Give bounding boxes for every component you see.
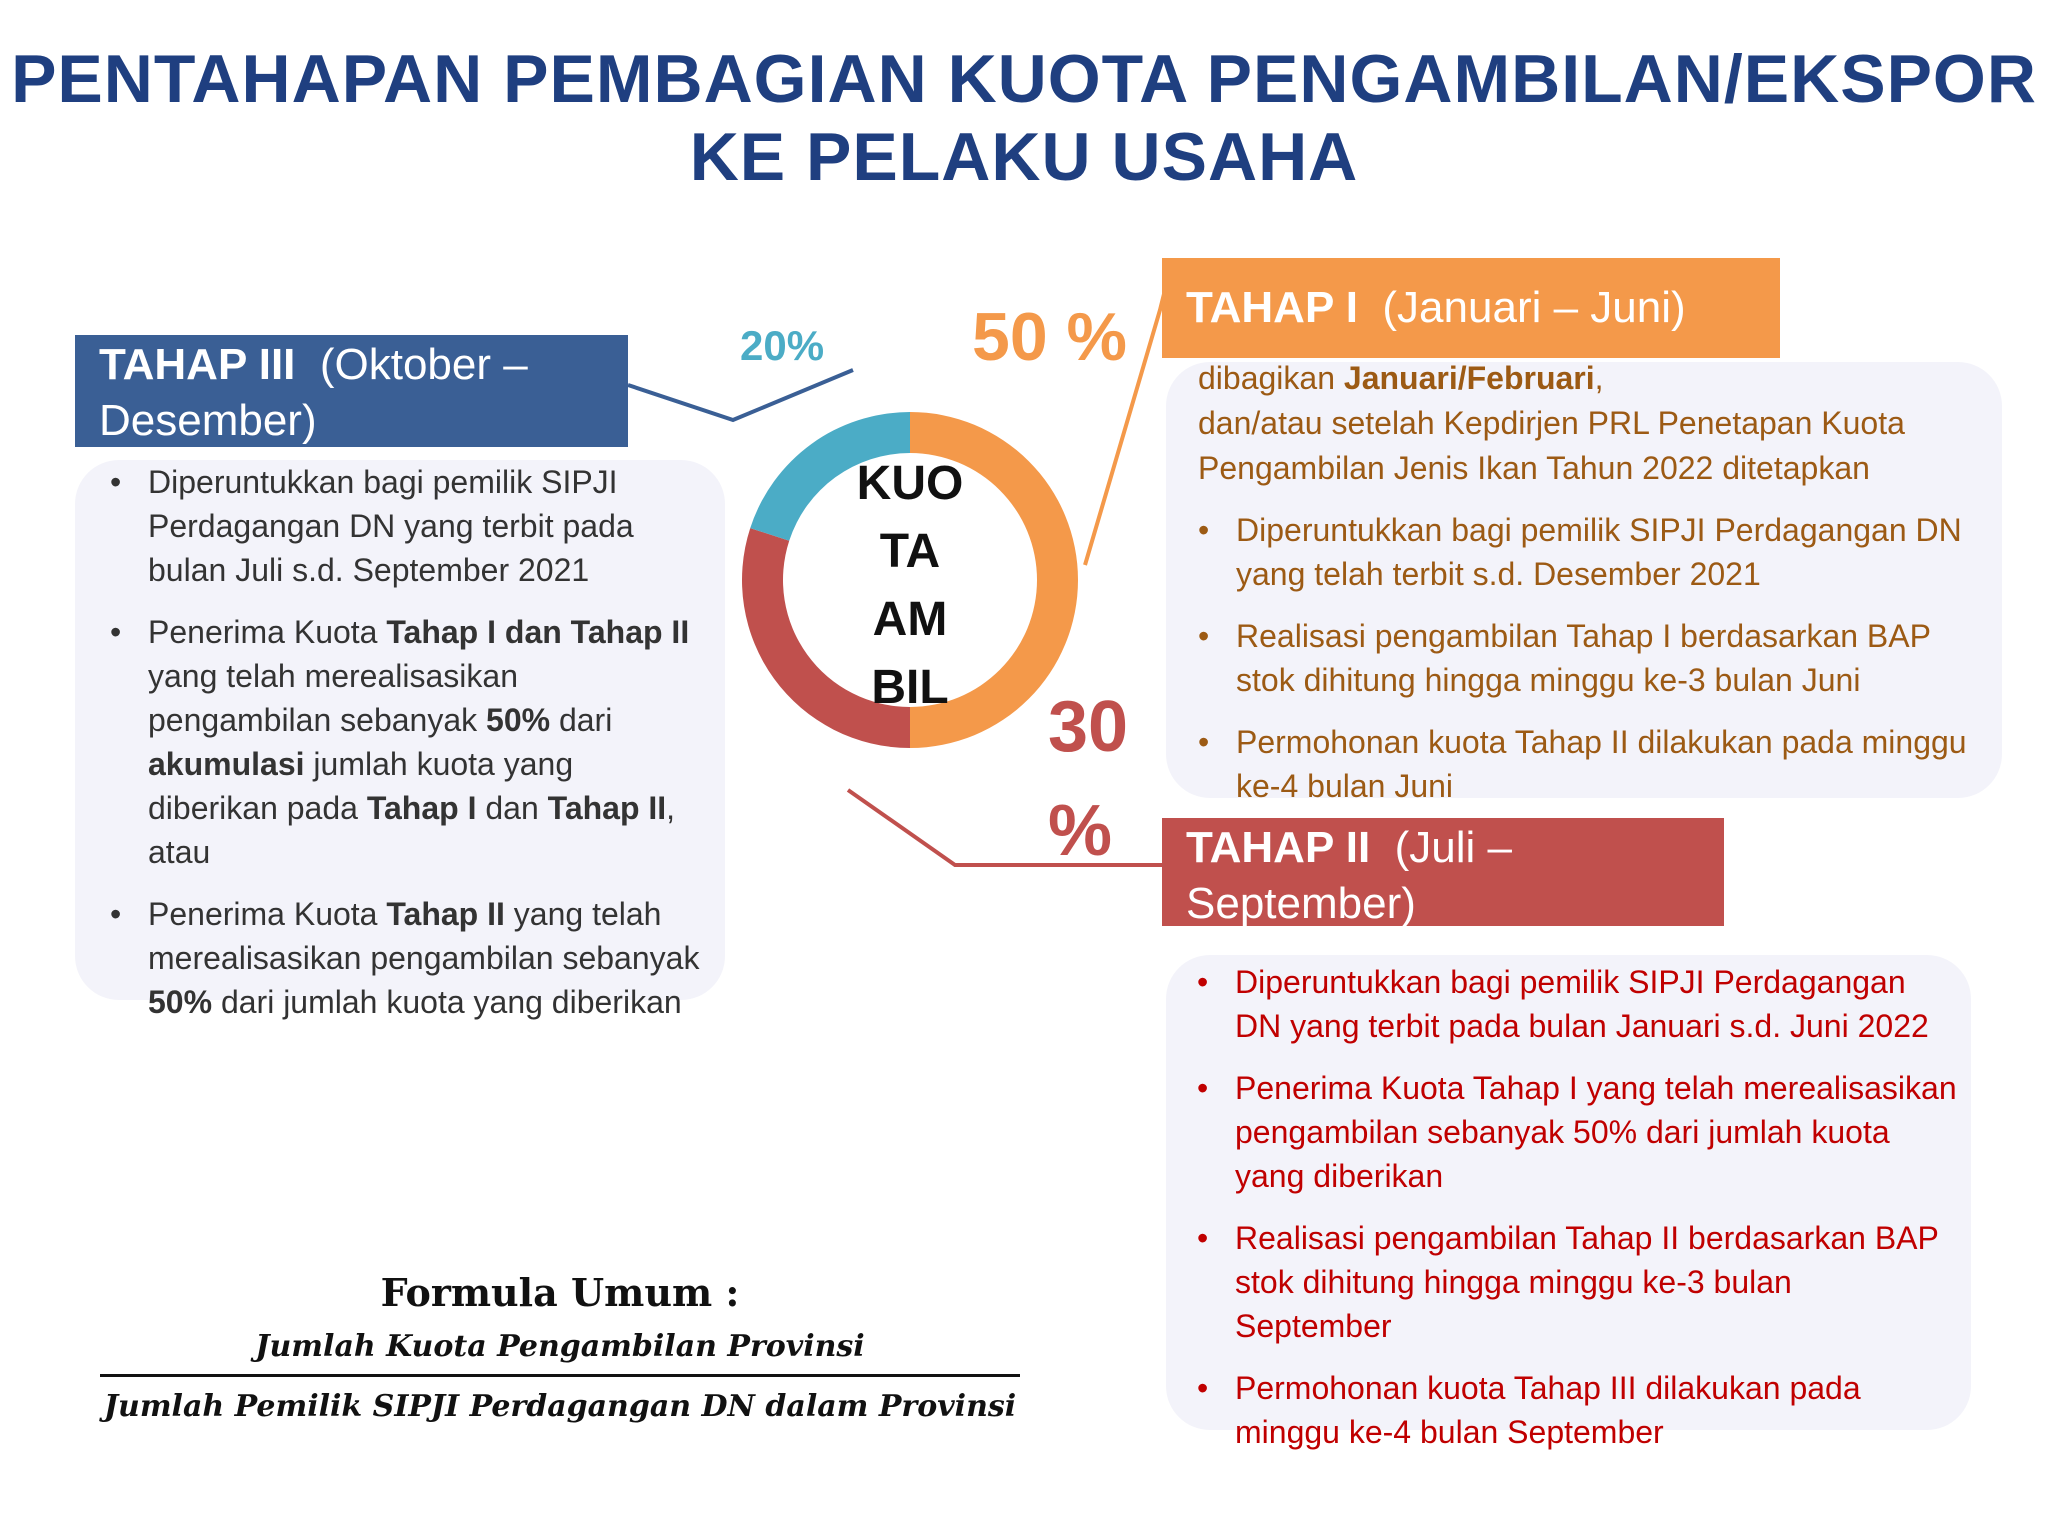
tahap3-b2-b4: Tahap I [366, 790, 477, 826]
tahap2-name: TAHAP II [1186, 823, 1371, 872]
list-item: • Permohonan kuota Tahap III dilakukan pada minggu ke-4 bulan September [1197, 1366, 1957, 1454]
formula-title: Formula Umum : [380, 1270, 740, 1315]
tahap1-intro-pre: dibagikan [1198, 360, 1344, 396]
list-item: • Permohonan kuota Tahap II dilakukan pada minggu ke-4 bulan Juni [1198, 720, 1988, 808]
tahap1-name: TAHAP I [1186, 283, 1358, 332]
formula-numerator: Jumlah Kuota Pengambilan Provinsi [100, 1329, 1020, 1377]
tahap1-intro-bold: Januari/Februari [1343, 360, 1595, 396]
tahap3-b2-t5: dan [476, 790, 548, 826]
tahap3-b2-b2: 50% [486, 702, 551, 738]
tahap3-b1-text: Diperuntukkan bagi pemilik SIPJI Perdagangan DN yang terbit pada bulan Juli s.d. September 2021 [148, 464, 634, 588]
tahap3-b2-t3: dari [550, 702, 613, 738]
tahap3-b2-t6: , atau [148, 790, 676, 870]
tahap1-period: (Januari – Juni) [1382, 283, 1686, 332]
tahap3-b2-t1: Penerima Kuota [148, 614, 387, 650]
tahap1-list [1198, 508, 1988, 826]
tahap2-percent: 30 % [1048, 687, 1129, 871]
list-item: • Realisasi pengambilan Tahap I berdasarkan BAP stok dihitung hingga minggu ke-3 bulan Juni [1198, 614, 1988, 702]
tahap1-intro-post: , [1594, 360, 1604, 396]
tahap1-percent: 50 % [972, 299, 1127, 375]
tahap1-intro [1198, 356, 1998, 491]
tahap3-header [75, 335, 628, 447]
donut-center-line: BIL [871, 661, 949, 714]
tahap3-b3-t2: yang telah merealisasikan pengambilan sebanyak [148, 896, 700, 976]
tahap2-header [1162, 818, 1724, 926]
list-item [110, 610, 700, 874]
tahap3-b2-b1: Tahap I dan Tahap II [386, 614, 690, 650]
tahap2-period: (Juli – September) [1186, 823, 1512, 928]
list-item: • Diperuntukkan bagi pemilik SIPJI Perdagangan DN yang terbit pada bulan Januari s.d. Juni 2022 [1197, 960, 1957, 1048]
tahap3-b2-t4: jumlah kuota yang diberikan pada [148, 746, 574, 826]
tahap3-b2-b5: Tahap II [547, 790, 667, 826]
donut-center-line: KUO [856, 457, 964, 510]
donut-center-label [820, 450, 1000, 722]
tahap3-period: (Oktober – Desember) [99, 340, 528, 445]
tahap3-list [110, 460, 700, 1042]
tahap1-header [1162, 258, 1780, 358]
tahap3-percent: 20% [740, 322, 825, 369]
tahap3-name: TAHAP III [99, 340, 296, 389]
title-line-2: KE PELAKU USAHA [689, 119, 1359, 195]
title-line-1: PENTAHAPAN PEMBAGIAN KUOTA PENGAMBILAN/EKSPOR [11, 41, 2037, 117]
tahap3-b3-t3: dari jumlah kuota yang diberikan [212, 984, 682, 1020]
tahap3-b3-b2: 50% [148, 984, 213, 1020]
list-item: • Diperuntukkan bagi pemilik SIPJI Perdagangan DN yang telah terbit s.d. Desember 2021 [1198, 508, 1988, 596]
tahap3-b3-t1: Penerima Kuota [148, 896, 387, 932]
donut-center-line: AM [872, 593, 948, 646]
list-item [110, 460, 700, 592]
tahap3-b3-b1: Tahap II [386, 896, 505, 932]
list-item: • Penerima Kuota Tahap I yang telah merealisasikan pengambilan sebanyak 50% dari jumlah kuota yang diberikan [1197, 1066, 1957, 1198]
tahap1-intro-line2: dan/atau setelah Kepdirjen PRL Penetapan Kuota Pengambilan Jenis Ikan Tahun 2022 ditetapkan [1198, 405, 1905, 486]
tahap2-list [1197, 960, 1957, 1472]
tahap3-b2-b3: akumulasi [148, 746, 305, 782]
tahap3-b2-t2: yang telah merealisasikan pengambilan sebanyak [148, 658, 518, 738]
donut-center-line: TA [879, 525, 941, 578]
formula-denominator: Jumlah Pemilik SIPJI Perdagangan DN dalam Provinsi [103, 1389, 1017, 1424]
list-item: • Realisasi pengambilan Tahap II berdasarkan BAP stok dihitung hingga minggu ke-3 bulan September [1197, 1216, 1957, 1348]
list-item [110, 892, 700, 1024]
formula [100, 1270, 1020, 1424]
